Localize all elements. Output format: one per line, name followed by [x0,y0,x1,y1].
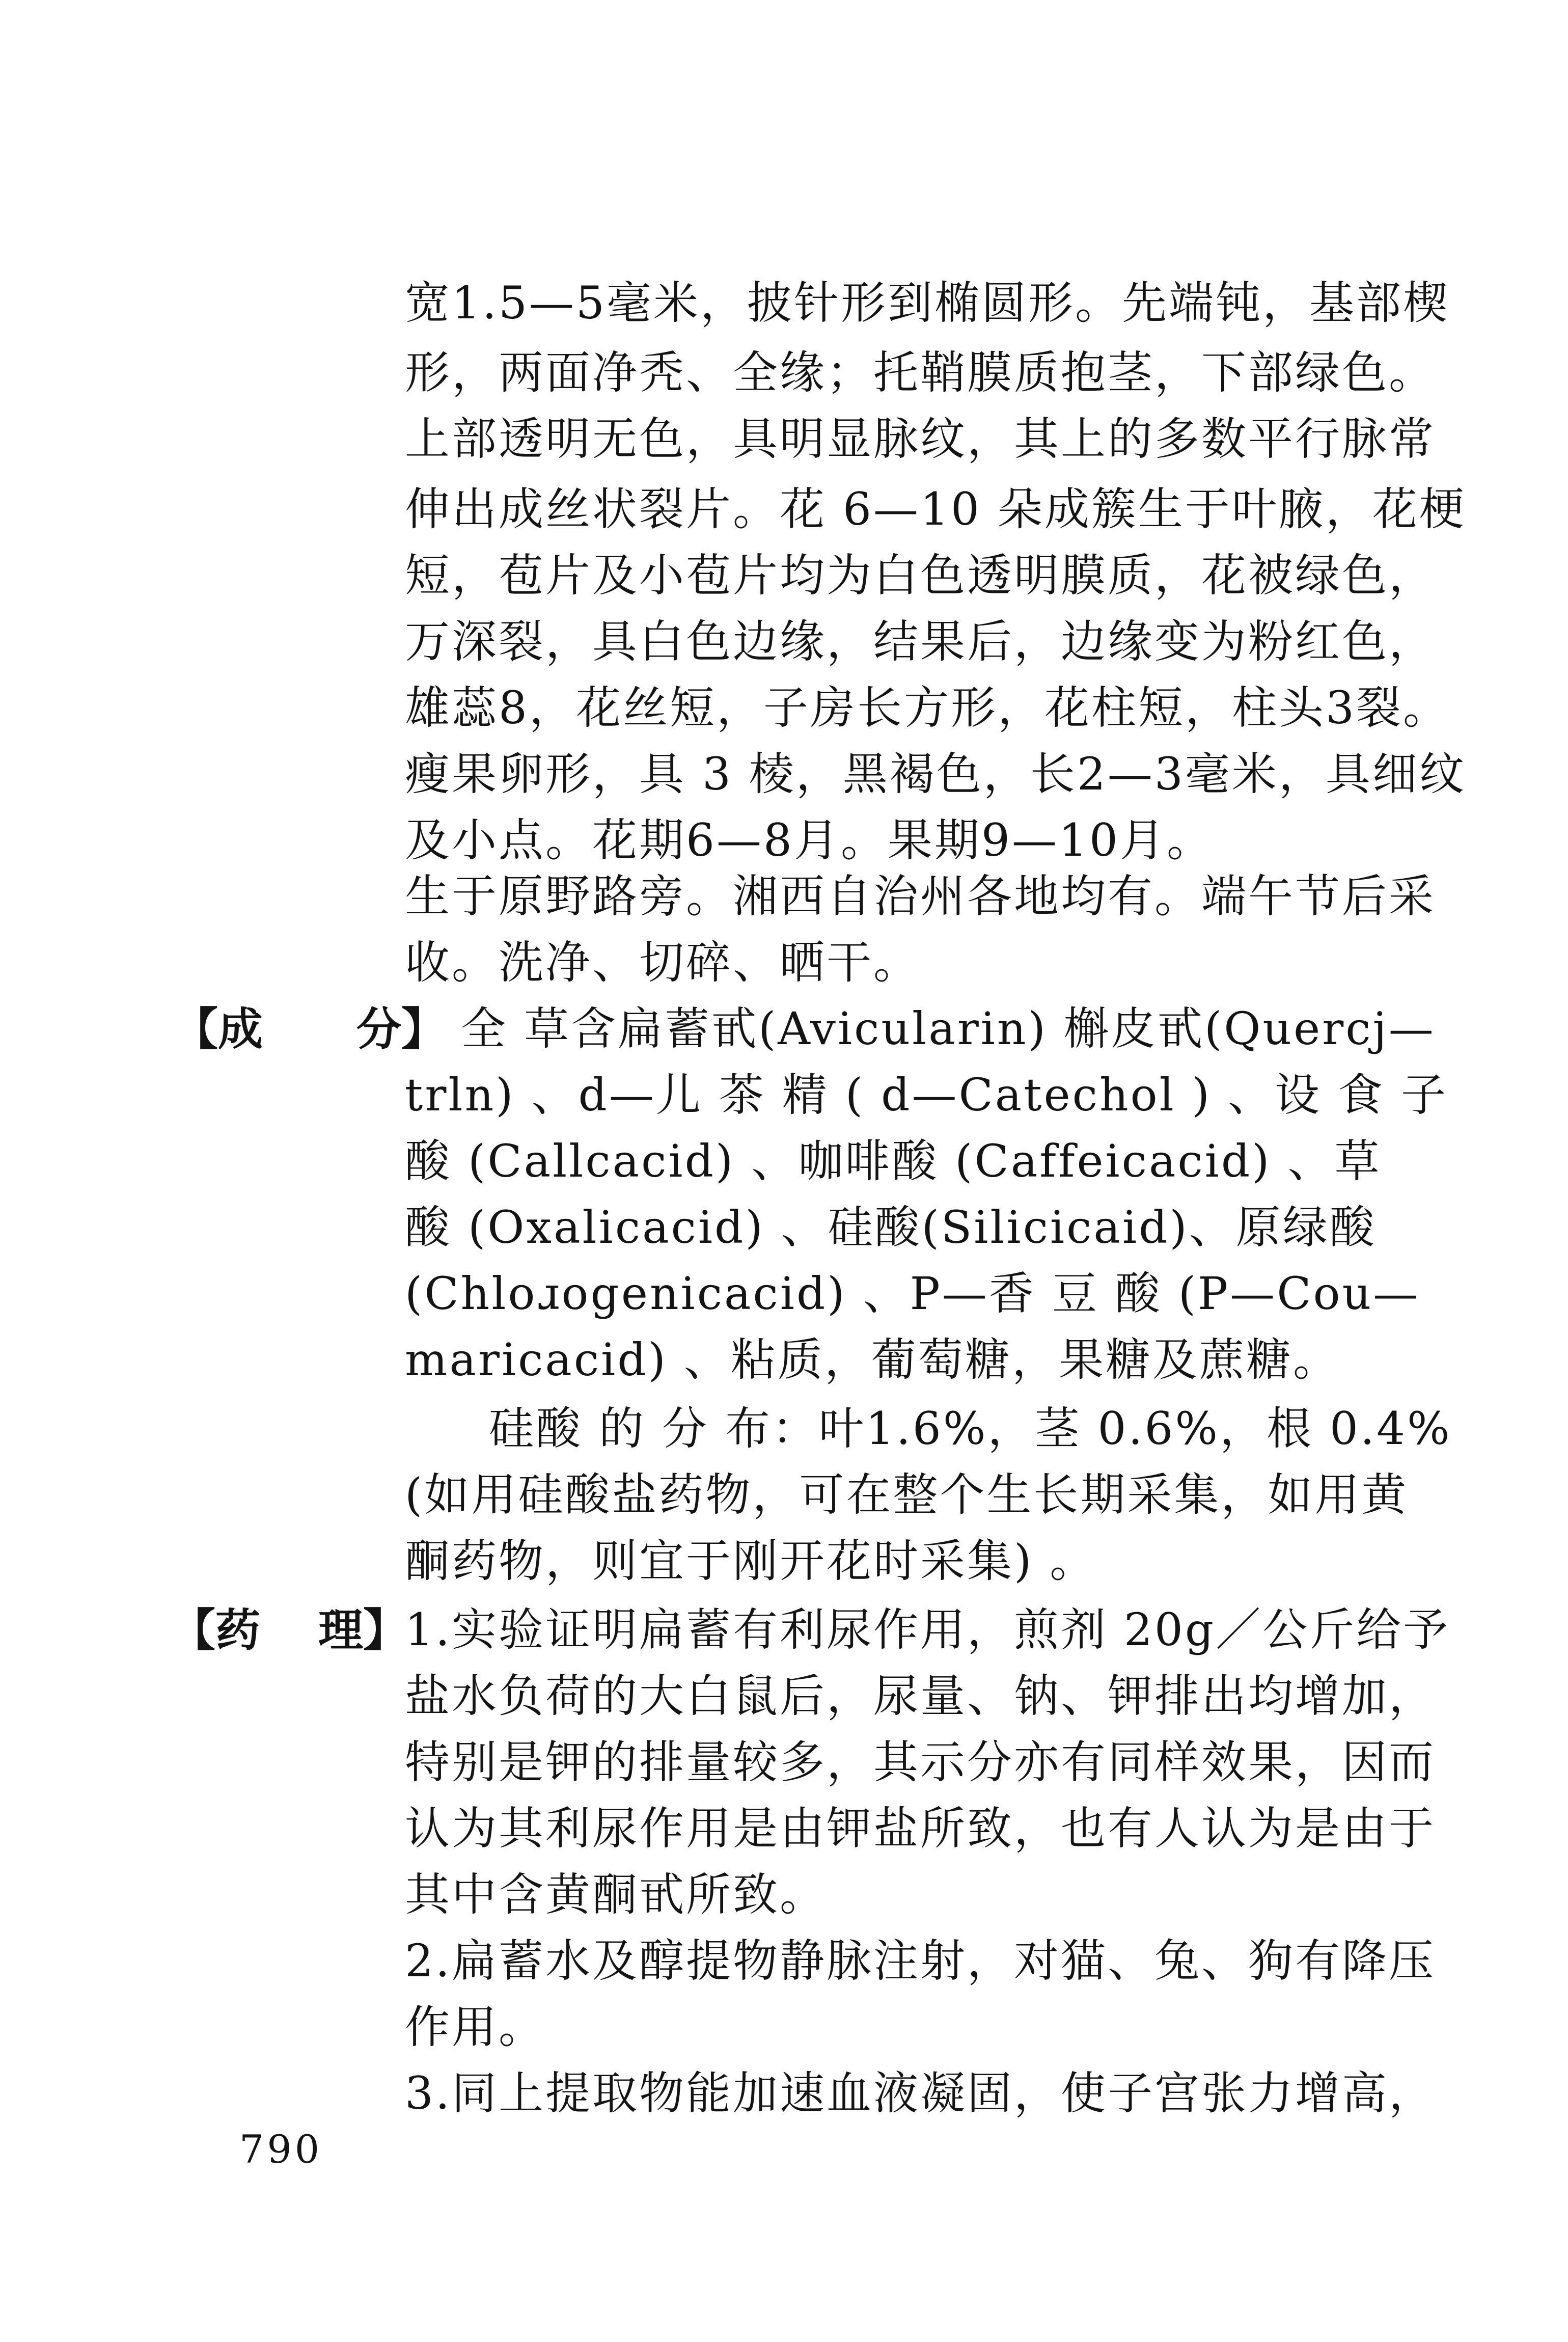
description-line: 及小点。花期6—8月。果期9—10月。 [405,814,1214,866]
pharmacology-heading-right: 理】 [318,1603,408,1656]
pharmacology-line: 2.扁蓄水及醇提物静脉注射，对猫、兔、狗有降压 [405,1935,1436,1987]
pharmacology-line: 作用。 [405,2001,546,2053]
pharmacology-line: 其中含黄酮甙所致。 [405,1868,827,1921]
components-line: 酸 (Oxalicacid) 、硅酸(Silicicaid)、原绿酸 [405,1201,1377,1254]
components-line: (Chloɹogenicacid) 、P—香 豆 酸 (P—Cou— [405,1267,1420,1320]
components-line: trln) 、d—儿 茶 精 ( d—Catechol ) 、设 食 子 [405,1069,1448,1121]
page-number: 790 [239,2127,323,2172]
pharmacology-line: 盐水负荷的大白鼠后，尿量、钠、钾排出均增加， [405,1670,1436,1722]
pharmacology-line: 认为其利尿作用是由钾盐所致，也有人认为是由于 [405,1802,1436,1855]
pharmacology-line: 3.同上提取物能加速血液凝固，使子宫张力增高， [405,2067,1436,2119]
description-line: 宽1.5—5毫米，披针形到椭圆形。先端钝，基部楔 [405,277,1450,329]
components-line: 酸 (Callcacid) 、咖啡酸 (Caffeicacid) 、草 [405,1135,1382,1187]
components-note-line: 酮药物，则宜于刚开花时采集) 。 [405,1535,1097,1587]
description-line: 瘦果卵形，具 3 棱，黑褐色，长2—3毫米，具细纹 [405,748,1466,800]
habitat-line: 收。洗净、切碎、晒干。 [405,936,921,989]
pharmacology-heading-left: 【药 [171,1603,261,1656]
description-line: 伸出成丝状裂片。花 6—10 朵成簇生于叶腋，花梗 [405,483,1466,535]
description-line: 上部透明无色，具明显脉纹，其上的多数平行脉常 [405,413,1436,465]
components-line: maricacid) 、粘质，葡萄糖，果糖及蔗糖。 [405,1333,1340,1386]
components-line: 全 草含扁蓄甙(Avicularin) 槲皮甙(Quercj— [461,1002,1436,1055]
components-heading-right: 分】 [356,1002,447,1055]
pharmacology-line: 特别是钾的排量较多，其示分亦有同样效果，因而 [405,1736,1436,1788]
description-line: 万深裂，具白色边缘，结果后，边缘变为粉红色， [405,615,1436,668]
description-line: 形，两面净秃、全缘；托鞘膜质抱茎，下部绿色。 [405,346,1436,399]
description-line: 短，苞片及小苞片均为白色透明膜质，花被绿色， [405,549,1436,602]
components-heading-left: 【成 [173,1002,263,1055]
components-note-line: (如用硅酸盐药物，可在整个生长期采集，如用黄 [405,1468,1409,1521]
pharmacology-line: 1.实验证明扁蓄有利尿作用，煎剂 20g／公斤给予 [405,1603,1450,1656]
description-line: 雄蕊8，花丝短，子房长方形，花柱短，柱头3裂。 [405,682,1450,734]
habitat-line: 生于原野路旁。湘西自治州各地均有。端午节后采 [405,870,1436,922]
components-note-line: 硅酸 的 分 布：叶1.6%，茎 0.6%，根 0.4% [489,1402,1452,1455]
